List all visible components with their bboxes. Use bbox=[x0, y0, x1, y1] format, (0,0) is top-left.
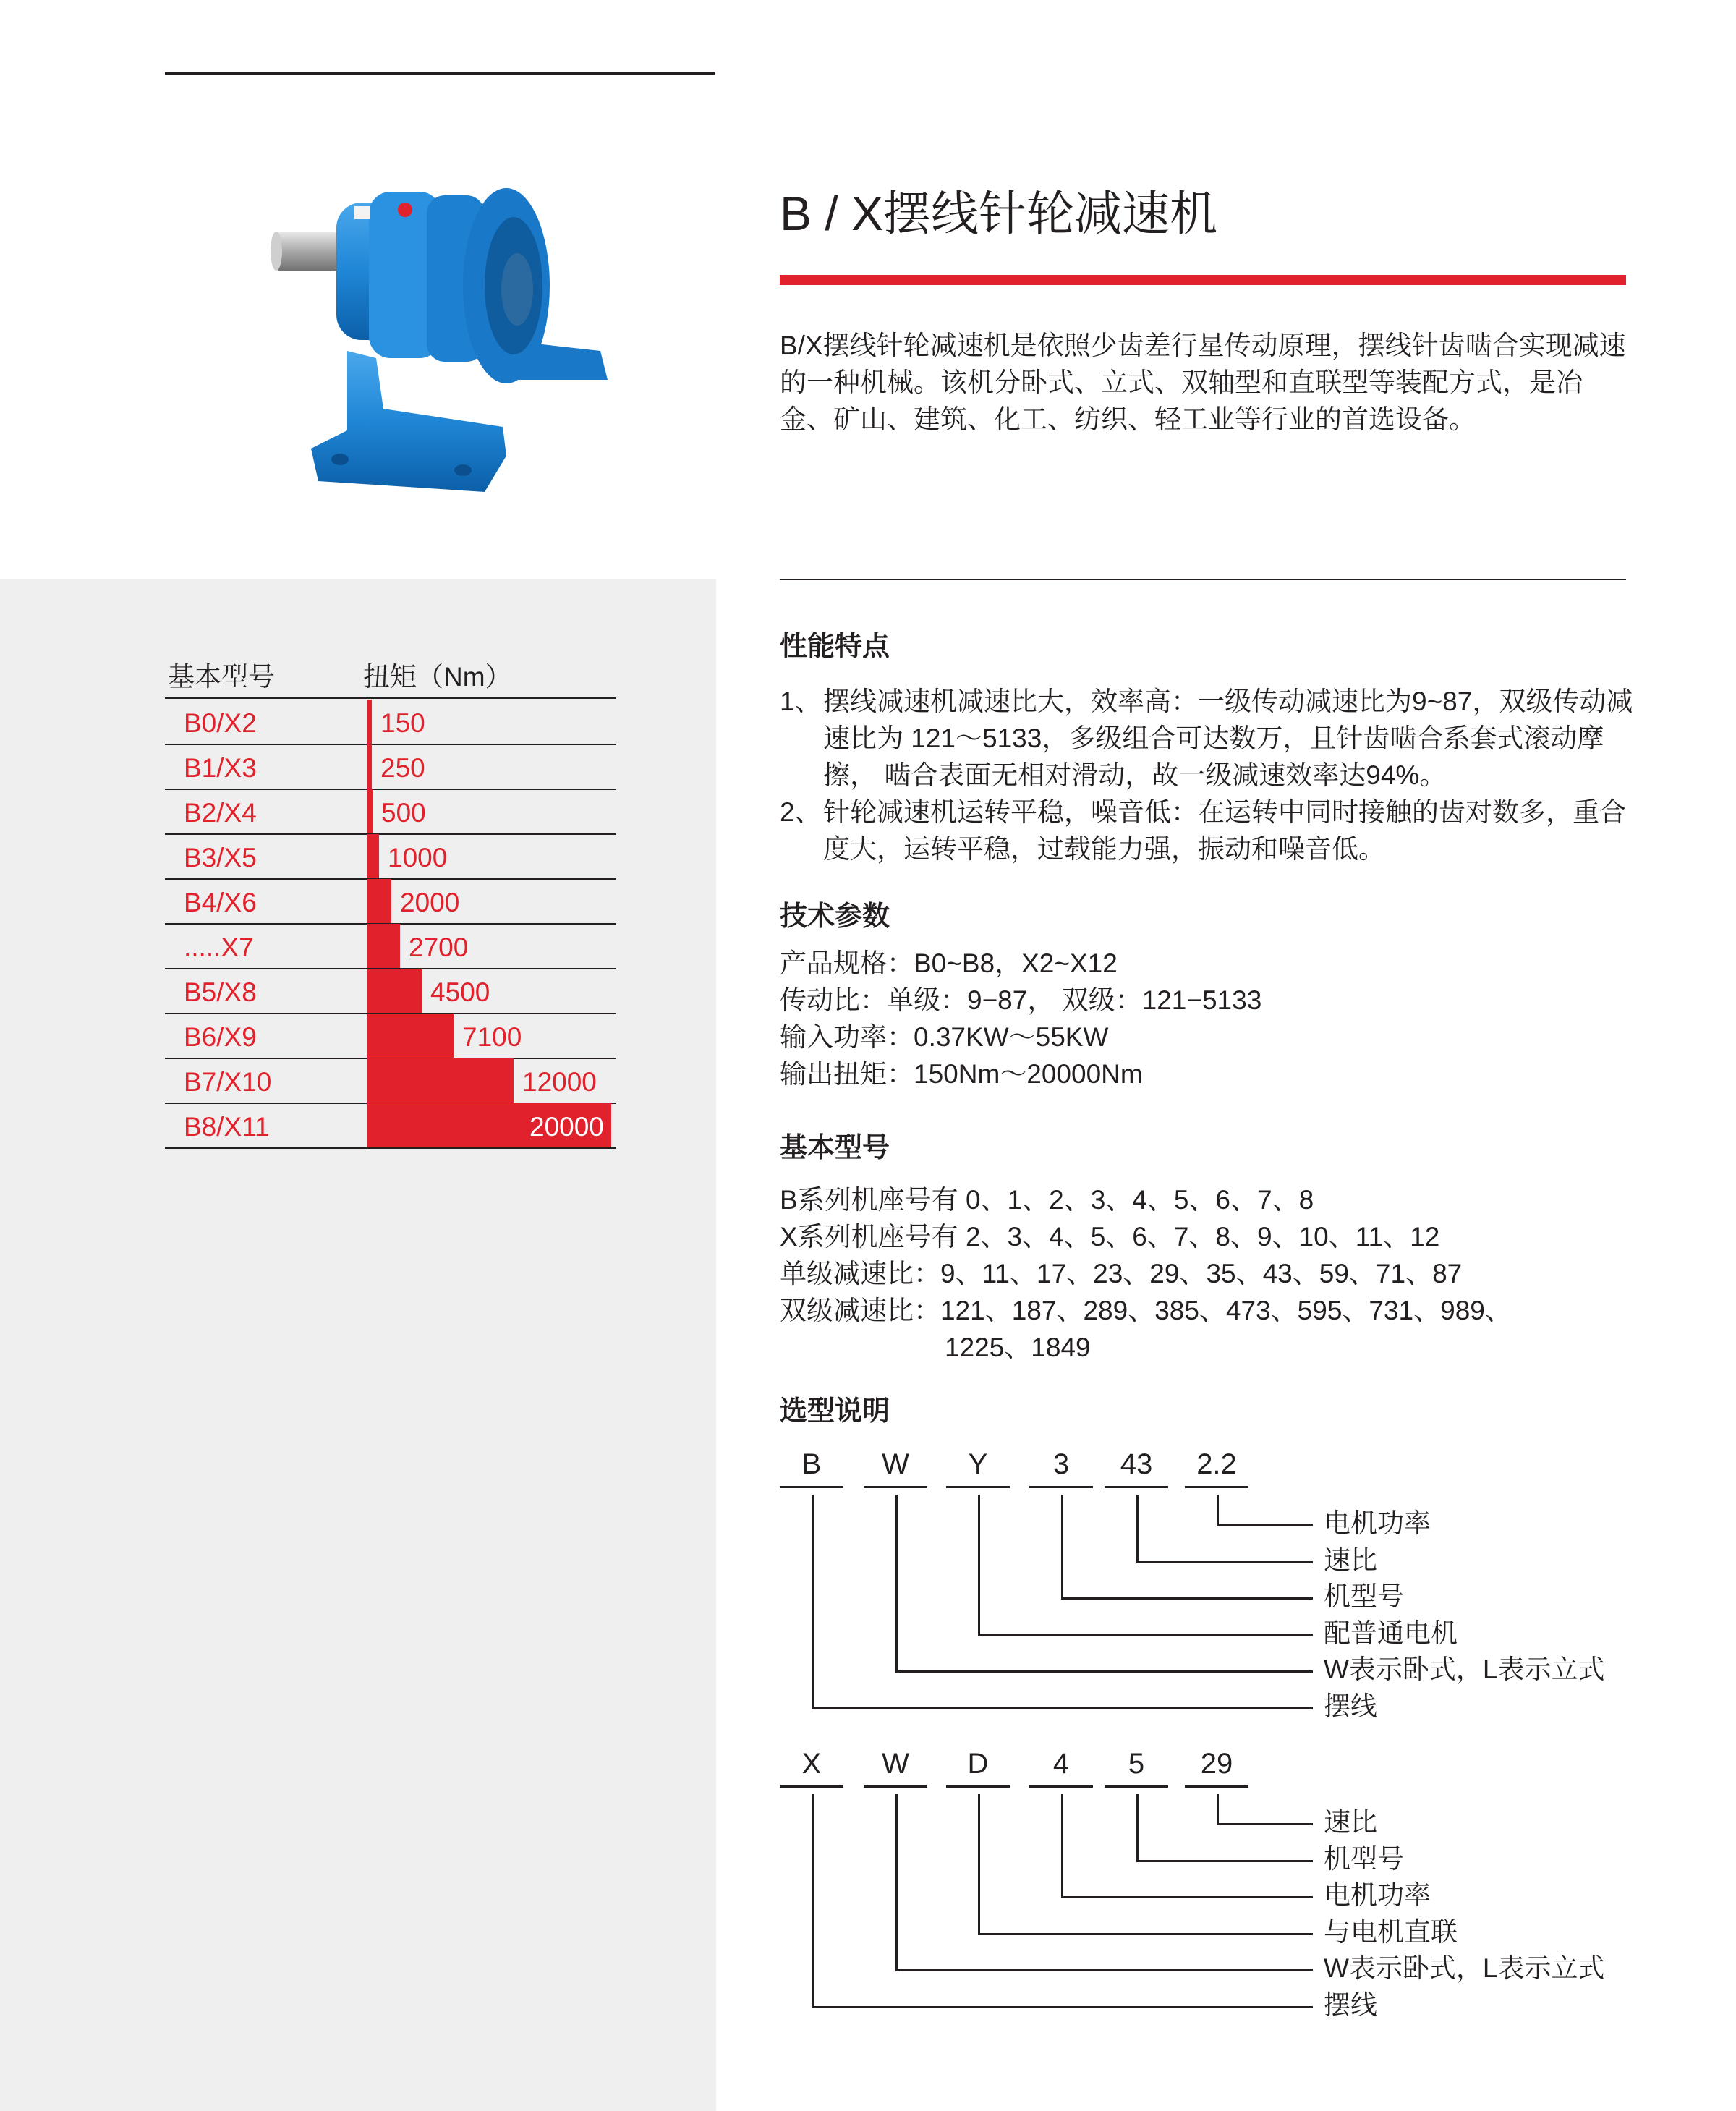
tech-line: 产品规格：B0~B8，X2~X12 bbox=[780, 948, 1118, 978]
code-underline bbox=[1185, 1785, 1248, 1788]
code-connector bbox=[1061, 1495, 1063, 1597]
torque-bar bbox=[367, 969, 422, 1014]
model-label: .....X7 bbox=[184, 933, 254, 962]
tech-line: 传动比：单级：9−87， 双级：121−5133 bbox=[780, 985, 1262, 1015]
code-connector bbox=[978, 1634, 1313, 1636]
basic-line: X系列机座号有 2、3、4、5、6、7、8、9、10、11、12 bbox=[780, 1222, 1440, 1252]
model-label: B5/X8 bbox=[184, 977, 257, 1007]
page-title: B / X摆线针轮减速机 bbox=[780, 187, 1218, 240]
code-letter: 29 bbox=[1200, 1748, 1233, 1780]
torque-value: 1000 bbox=[388, 843, 448, 872]
table-row-rule bbox=[165, 1147, 616, 1149]
table-header-rule bbox=[165, 697, 616, 699]
code-underline bbox=[1105, 1486, 1168, 1488]
code-description: 速比 bbox=[1324, 1807, 1377, 1837]
tech-line: 输入功率：0.37KW～55KW bbox=[780, 1022, 1109, 1052]
code-connector bbox=[978, 1495, 980, 1634]
table-header-torque: 扭矩（Nm） bbox=[363, 662, 512, 692]
left-panel bbox=[0, 579, 716, 2111]
code-underline bbox=[780, 1785, 843, 1788]
table-row-rule bbox=[165, 744, 616, 745]
code-connector bbox=[812, 1794, 814, 2006]
code-connector bbox=[1136, 1495, 1139, 1561]
feature-text-1: 摆线减速机减速比大，效率高：一级传动减速比为9~87，双级传动减速比为 121～5133，多级组合可达数万，且针齿啮合系套式滚动摩擦， 啮合表面无相对滑动，故一级减速效率达94%。 bbox=[823, 687, 1633, 790]
model-label: B2/X4 bbox=[184, 798, 257, 828]
feature-item-2 bbox=[780, 794, 1633, 867]
code-letter: 5 bbox=[1128, 1748, 1145, 1780]
code-underline bbox=[946, 1785, 1010, 1788]
torque-value: 4500 bbox=[430, 977, 490, 1007]
model-label: B8/X11 bbox=[184, 1112, 270, 1142]
torque-value: 150 bbox=[380, 708, 425, 738]
code-letter: 43 bbox=[1120, 1448, 1153, 1480]
code-letter: W bbox=[882, 1448, 909, 1480]
section-divider bbox=[780, 579, 1626, 580]
torque-value: 20000 bbox=[529, 1112, 604, 1142]
code-description: 摆线 bbox=[1324, 1989, 1377, 2020]
code-letter: W bbox=[882, 1748, 909, 1780]
model-label: B0/X2 bbox=[184, 708, 257, 738]
code-connector bbox=[895, 1670, 1313, 1673]
code-letter: 2.2 bbox=[1196, 1448, 1237, 1480]
title-accent-bar bbox=[780, 275, 1626, 285]
top-rule bbox=[165, 72, 715, 75]
feature-item-1 bbox=[780, 683, 1633, 794]
code-connector bbox=[1217, 1794, 1219, 1823]
torque-bar bbox=[367, 924, 400, 969]
code-description: W表示卧式，L表示立式 bbox=[1324, 1953, 1605, 1983]
torque-value: 7100 bbox=[462, 1022, 522, 1052]
torque-bar bbox=[367, 1014, 454, 1058]
code-description: 电机功率 bbox=[1324, 1508, 1431, 1538]
code-letter: B bbox=[801, 1448, 822, 1480]
code-description: 摆线 bbox=[1324, 1691, 1377, 1721]
code-underline bbox=[864, 1785, 927, 1788]
torque-bar bbox=[367, 789, 373, 834]
code-description: 与电机直联 bbox=[1324, 1916, 1458, 1947]
model-label: B6/X9 bbox=[184, 1022, 257, 1052]
feature-num-1: 1、 bbox=[780, 687, 822, 716]
torque-bar bbox=[367, 834, 379, 879]
code-underline bbox=[780, 1486, 843, 1488]
table-row-rule bbox=[165, 789, 616, 790]
tech-line: 输出扭矩：150Nm～20000Nm bbox=[780, 1059, 1143, 1089]
feature-text-2: 针轮减速机运转平稳，噪音低：在运转中同时接触的齿对数多，重合度大，运转平稳，过载能力强，振动和噪音低。 bbox=[823, 797, 1626, 864]
code-connector bbox=[1136, 1794, 1139, 1860]
torque-bar bbox=[367, 700, 372, 744]
torque-value: 12000 bbox=[522, 1067, 597, 1097]
code-underline bbox=[1185, 1486, 1248, 1488]
basic-line: B系列机座号有 0、1、2、3、4、5、6、7、8 bbox=[780, 1185, 1314, 1215]
table-row-rule bbox=[165, 833, 616, 835]
torque-bar bbox=[367, 1058, 514, 1103]
code-connector bbox=[1136, 1561, 1313, 1563]
basic-line: 双级减速比：121、187、289、385、473、595、731、989、 bbox=[780, 1296, 1512, 1325]
code-description: 机型号 bbox=[1324, 1581, 1404, 1611]
basic-line-continuation: 1225、1849 bbox=[945, 1333, 1091, 1362]
code-letter: 4 bbox=[1052, 1748, 1070, 1780]
torque-bar bbox=[367, 744, 372, 789]
code-connector bbox=[812, 1495, 814, 1707]
basic-heading: 基本型号 bbox=[780, 1133, 890, 1163]
code-underline bbox=[1029, 1785, 1093, 1788]
code-connector bbox=[895, 1794, 898, 1969]
torque-value: 500 bbox=[381, 798, 426, 828]
code-connector bbox=[1061, 1597, 1313, 1600]
code-underline bbox=[1029, 1486, 1093, 1488]
code-underline bbox=[1105, 1785, 1168, 1788]
code-connector bbox=[1061, 1896, 1313, 1898]
code-letter: D bbox=[967, 1748, 989, 1780]
code-connector bbox=[812, 1707, 1313, 1709]
code-description: 配普通电机 bbox=[1324, 1618, 1458, 1648]
code-description: 速比 bbox=[1324, 1545, 1377, 1575]
features-heading: 性能特点 bbox=[780, 632, 890, 662]
code-connector bbox=[1217, 1495, 1219, 1524]
basic-line: 单级减速比：9、11、17、23、29、35、43、59、71、87 bbox=[780, 1259, 1463, 1288]
selection-heading: 选型说明 bbox=[780, 1396, 890, 1427]
code-underline bbox=[946, 1486, 1010, 1488]
code-underline bbox=[864, 1486, 927, 1488]
code-connector bbox=[1061, 1794, 1063, 1896]
code-letter: X bbox=[801, 1748, 822, 1780]
code-connector bbox=[1217, 1524, 1313, 1526]
code-connector bbox=[978, 1794, 980, 1933]
intro-paragraph: B/X摆线针轮减速机是依照少齿差行星传动原理，摆线针齿啮合实现减速的一种机械。该机分卧式、立式、双轴型和直联型等装配方式，是冶金、矿山、建筑、化工、纺织、轻工业等行业的首选设备。 bbox=[780, 331, 1626, 434]
torque-value: 2000 bbox=[400, 888, 460, 917]
table-header-model: 基本型号 bbox=[168, 662, 275, 692]
model-label: B4/X6 bbox=[184, 888, 257, 917]
code-connector bbox=[895, 1495, 898, 1670]
code-connector bbox=[1136, 1860, 1313, 1862]
code-description: 机型号 bbox=[1324, 1843, 1404, 1874]
code-connector bbox=[812, 2006, 1313, 2008]
torque-value: 2700 bbox=[409, 933, 469, 962]
code-connector bbox=[895, 1969, 1313, 1971]
torque-bar bbox=[367, 879, 391, 924]
feature-num-2: 2、 bbox=[780, 797, 822, 827]
tech-heading: 技术参数 bbox=[780, 901, 890, 932]
model-label: B1/X3 bbox=[184, 753, 257, 783]
reducer-product-image bbox=[268, 170, 629, 503]
model-label: B3/X5 bbox=[184, 843, 257, 872]
code-connector bbox=[978, 1933, 1313, 1935]
code-connector bbox=[1217, 1823, 1313, 1825]
torque-value: 250 bbox=[380, 753, 425, 783]
code-letter: Y bbox=[968, 1448, 988, 1480]
code-description: W表示卧式，L表示立式 bbox=[1324, 1655, 1605, 1684]
code-letter: 3 bbox=[1052, 1448, 1070, 1480]
model-label: B7/X10 bbox=[184, 1067, 272, 1097]
code-description: 电机功率 bbox=[1324, 1880, 1431, 1910]
